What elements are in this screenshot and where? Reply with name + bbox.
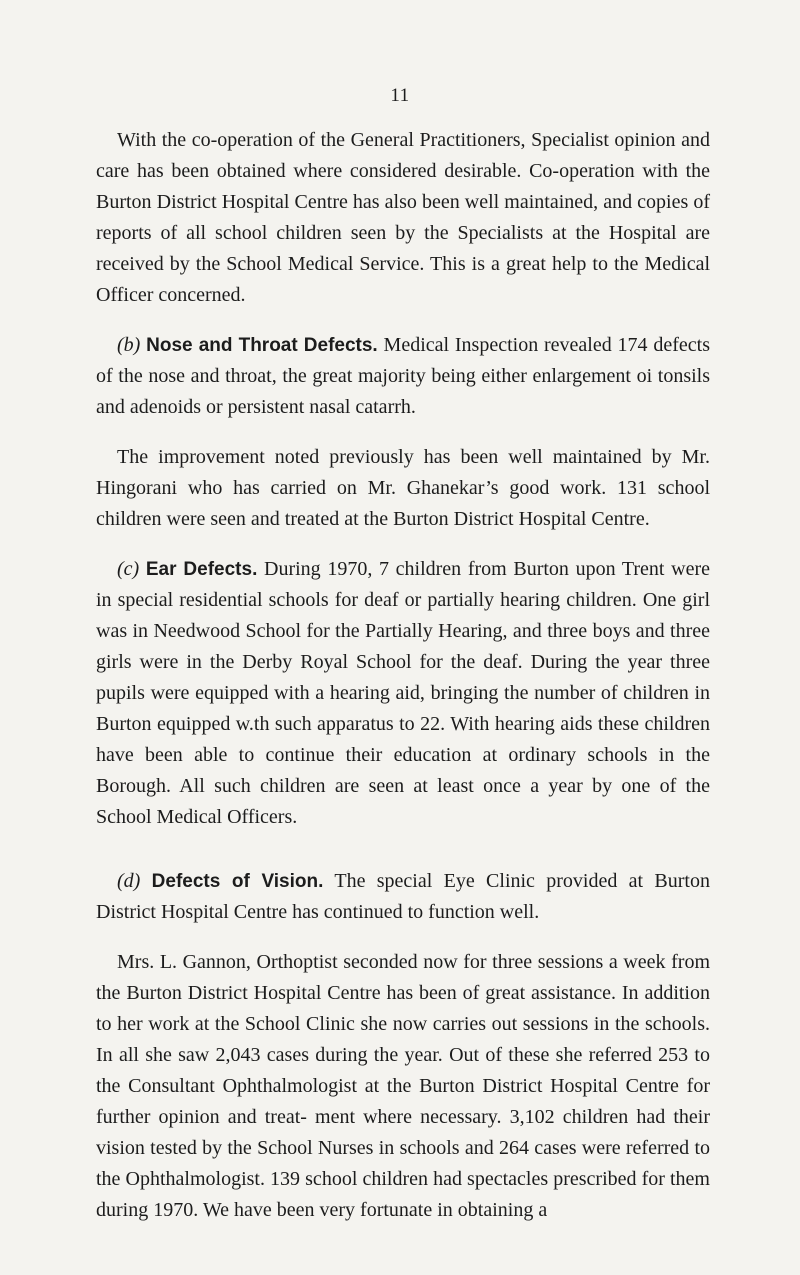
paragraph-orthoptist — [96, 947, 710, 1226]
paragraph-text: The special Eye Clinic provided at Burton District Hospital Centre has continued to function well. — [96, 870, 710, 923]
paragraph-text: Medical Inspection revealed 174 defects of the nose and throat, the great majority being either enlargement oi tonsils and adenoids or persistent nasal catarrh. — [96, 334, 711, 418]
paragraph-nose-throat — [96, 330, 710, 423]
paragraph-text: Mrs. L. Gannon, Orthoptist seconded now for three sessions a week from the Burton District Hospital Centre has been of great assistance. In addition to her work at the School Clinic she now carries out sessions in the schools. In all she saw 2,043 cases during the year. Out of these she referred 253 to the Consultant Ophthalmologist at the Burton District Hospital Centre for further opinion and treat- ment where necessary. 3,102 children had their vision tested by the School Nurses in schools and 264 cases were referred to the Ophthalmologist. 139 school children had spectacles prescribed for them during 1970. We have been very fortunate in obtaining a — [96, 951, 710, 1221]
section-label-b: (b) — [117, 334, 141, 356]
section-heading-ear-defects: Ear Defects. — [145, 559, 258, 580]
paragraph-vision-defects — [96, 866, 710, 928]
paragraph-text: With the co-operation of the General Practitioners, Specialist opinion and care has been obtained where considered desirable. Co-operation with the Burton District Hospital Centre has also been well maintained, and copies of reports of all school children seen by the Specialists at the Hospital are received by the School Medical Service. This is a great help to the Medical Officer concerned. — [96, 129, 710, 306]
page-number: 11 — [390, 85, 410, 106]
body-text — [96, 125, 710, 1245]
section-heading-nose-throat: Nose and Throat Defects. — [146, 335, 378, 356]
paragraph-text: The improvement noted previously has been well maintained by Mr. Hingorani who has carried on Mr. Ghanekar’s good work. 131 school children were seen and treated at the Burton District Hospital Centre. — [96, 446, 710, 530]
section-label-d: (d) — [117, 870, 141, 892]
paragraph-text: During 1970, 7 children from Burton upon Trent were in special residential schools for deaf or partially hearing children. One girl was in Needwood School for the Partially Hearing, and three boys and three girls were in the Derby Royal School for the deaf. During the year three pupils were equipped with a hearing aid, bringing the number of children in Burton equipped w.th such apparatus to 22. With hearing aids these children have been able to continue their education at ordinary schools in the Borough. All such children are seen at least once a year by one of the School Medical Officers. — [96, 558, 710, 828]
paragraph-specialist-opinion — [96, 125, 710, 311]
section-label-c: (c) — [117, 558, 140, 580]
paragraph-improvement — [96, 442, 710, 535]
section-heading-vision-defects: Defects of Vision. — [151, 871, 324, 892]
paragraph-ear-defects — [96, 554, 710, 833]
